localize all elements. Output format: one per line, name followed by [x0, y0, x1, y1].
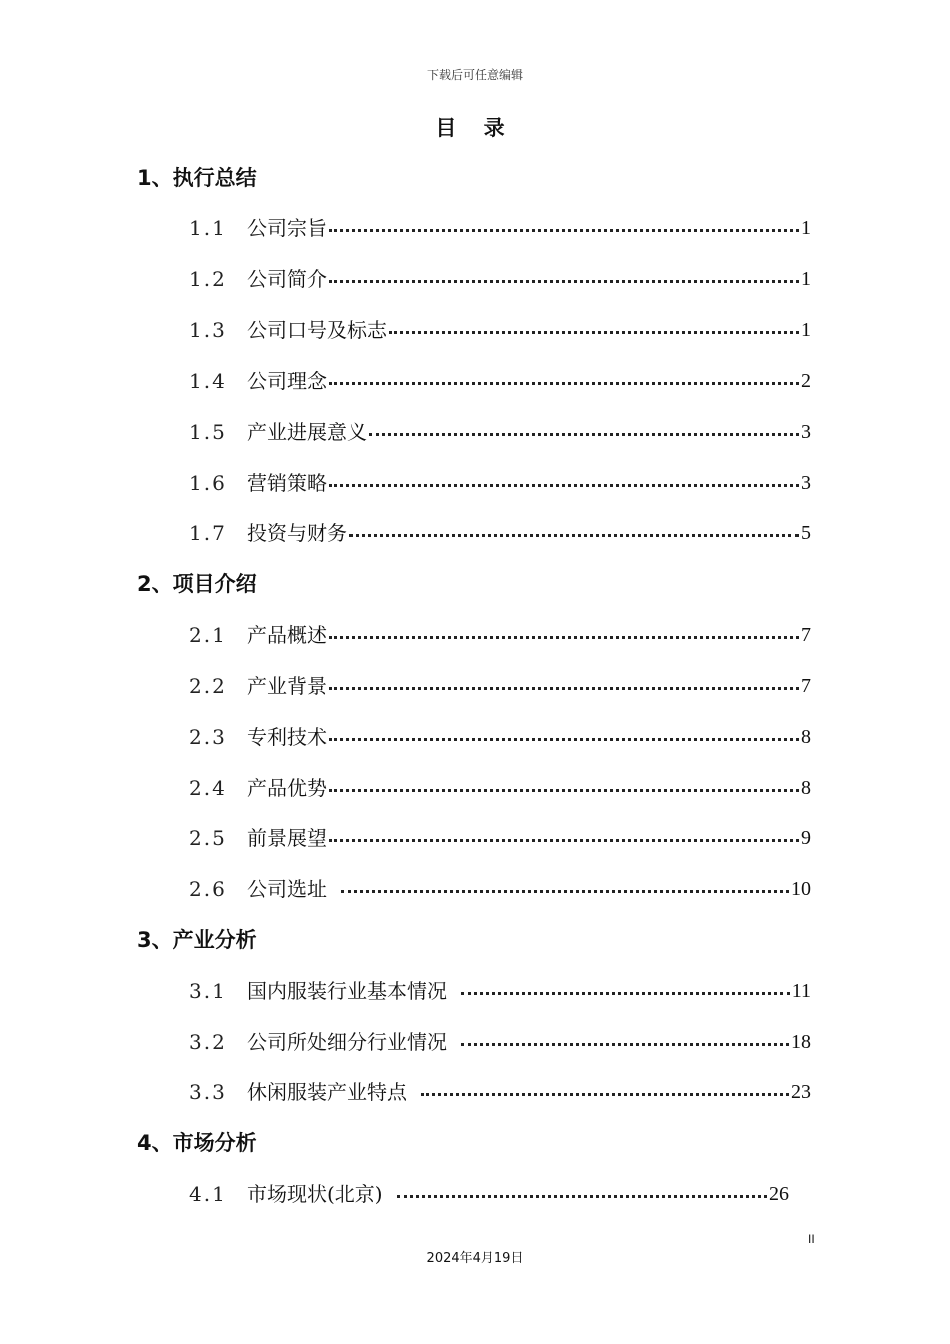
entry-label: 市场现状(北京): [247, 1182, 383, 1206]
entry-page: 26: [769, 1183, 789, 1205]
entry-number: 2.3: [189, 725, 227, 749]
entry-number: 1.2: [189, 267, 227, 291]
dot-leader: [349, 534, 799, 537]
entry-page: 3: [801, 421, 811, 443]
entry-label: 公司理念: [247, 369, 327, 393]
entry-page: 18: [791, 1031, 811, 1053]
entry-label: 公司选址: [247, 877, 327, 901]
entry-number: 1.1: [189, 216, 227, 240]
entry-number: 3.2: [189, 1030, 227, 1054]
entry-page: 1: [801, 319, 811, 341]
entry-page: 7: [801, 675, 811, 697]
entry-label: 投资与财务: [247, 521, 347, 545]
entry-number: 1.7: [189, 521, 227, 545]
toc-entry[interactable]: [189, 668, 811, 704]
dot-leader: [329, 839, 799, 842]
entry-page: 23: [791, 1081, 811, 1103]
toc-entry[interactable]: [189, 465, 811, 501]
entry-number: 1.3: [189, 318, 227, 342]
dot-leader: [329, 687, 799, 690]
entry-page: 3: [801, 472, 811, 494]
toc-entry[interactable]: [189, 1074, 811, 1110]
toc-entry[interactable]: [189, 770, 811, 806]
entry-page: 10: [791, 878, 811, 900]
entry-label: 休闲服装产业特点: [247, 1080, 407, 1104]
entry-label: 前景展望: [247, 826, 327, 850]
entry-number: 4.1: [189, 1182, 227, 1206]
dot-leader: [397, 1195, 767, 1198]
section-heading-3: 3、产业分析: [137, 928, 257, 952]
toc-title: 目 录: [435, 116, 515, 140]
dot-leader: [461, 992, 790, 995]
entry-page: 1: [801, 217, 811, 239]
dot-leader: [329, 382, 799, 385]
entry-page: 8: [801, 726, 811, 748]
entry-number: 1.6: [189, 471, 227, 495]
entry-page: 5: [801, 522, 811, 544]
entry-page: 11: [791, 980, 811, 1002]
entry-number: 2.4: [189, 776, 227, 800]
footer-date: 2024年4月19日: [426, 1251, 524, 1266]
dot-leader: [329, 738, 799, 741]
dot-leader: [329, 229, 799, 232]
entry-label: 产品优势: [247, 776, 327, 800]
dot-leader: [329, 484, 799, 487]
toc-entry[interactable]: [189, 312, 811, 348]
toc-entry[interactable]: [189, 261, 811, 297]
entry-number: 2.5: [189, 826, 227, 850]
toc-entry[interactable]: [189, 414, 811, 450]
entry-label: 公司宗旨: [247, 216, 327, 240]
dot-leader: [369, 433, 799, 436]
entry-number: 3.3: [189, 1080, 227, 1104]
entry-page: 8: [801, 777, 811, 799]
entry-label: 公司简介: [247, 267, 327, 291]
entry-number: 3.1: [189, 979, 227, 1003]
dot-leader: [329, 280, 799, 283]
toc-entry[interactable]: [189, 719, 811, 755]
section-heading-2: 2、项目介绍: [137, 572, 257, 596]
dot-leader: [421, 1093, 789, 1096]
dot-leader: [329, 636, 799, 639]
entry-number: 2.6: [189, 877, 227, 901]
entry-number: 2.1: [189, 623, 227, 647]
entry-page: 2: [801, 370, 811, 392]
toc-entry[interactable]: [189, 820, 811, 856]
entry-number: 1.4: [189, 369, 227, 393]
entry-label: 国内服装行业基本情况: [247, 979, 447, 1003]
entry-page: 9: [801, 827, 811, 849]
toc-entry[interactable]: [189, 363, 811, 399]
entry-page: 1: [801, 268, 811, 290]
entry-label: 产品概述: [247, 623, 327, 647]
toc-entry[interactable]: [189, 617, 811, 653]
toc-entry[interactable]: [189, 1176, 789, 1212]
section-heading-4: 4、市场分析: [137, 1131, 257, 1155]
entry-number: 1.5: [189, 420, 227, 444]
dot-leader: [389, 331, 799, 334]
entry-label: 公司口号及标志: [247, 318, 387, 342]
entry-label: 产业背景: [247, 674, 327, 698]
page-number: II: [808, 1232, 815, 1246]
section-heading-1: 1、执行总结: [137, 166, 257, 190]
entry-label: 营销策略: [247, 471, 327, 495]
entry-label: 专利技术: [247, 725, 327, 749]
toc-entry[interactable]: [189, 973, 811, 1009]
toc-entry[interactable]: [189, 515, 811, 551]
toc-entry[interactable]: [189, 210, 811, 246]
toc-entry[interactable]: [189, 871, 811, 907]
dot-leader: [461, 1043, 789, 1046]
page-header: 下载后可任意编辑: [426, 68, 523, 82]
toc-entry[interactable]: [189, 1024, 811, 1060]
entry-page: 7: [801, 624, 811, 646]
dot-leader: [341, 890, 789, 893]
entry-label: 产业进展意义: [247, 420, 367, 444]
dot-leader: [329, 789, 799, 792]
entry-number: 2.2: [189, 674, 227, 698]
entry-label: 公司所处细分行业情况: [247, 1030, 447, 1054]
